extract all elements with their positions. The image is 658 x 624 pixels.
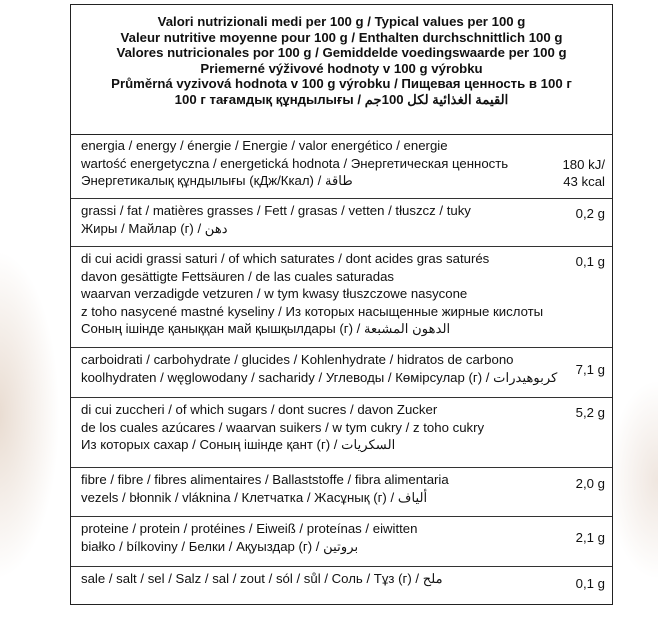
header-line: Průměrná vyzivová hodnota v 100 g výrobku / Пищевая ценность в 100 г	[111, 76, 572, 91]
nutrition-table	[70, 4, 613, 605]
row-value: 2,0 g	[575, 476, 605, 491]
row-label-line: koolhydraten / węglowodany / sacharidy / Углеводы / Көмірсулар (г) / كربوهيدرات	[81, 369, 558, 385]
header-line: Valeur nutritive moyenne pour 100 g / Enthalten durchschnittlich 100 g	[120, 29, 563, 45]
row-label-line: wartość energetyczna / energetická hodnota / Энергетическая ценность	[81, 155, 509, 171]
row-label-line: waarvan verzadigde vetzuren / w tym kwasy tłuszczowe nasycone	[81, 286, 468, 302]
energy-kj-value: 180 kJ/	[562, 157, 605, 172]
row-label-line: carboidrati / carbohydrate / glucides / Kohlenhydrate / hidratos de carbono	[81, 352, 514, 367]
table-row-salt	[71, 567, 612, 603]
table-row-fat	[71, 199, 612, 247]
row-label-line: Из которых сахар / Соның ішінде қант (г) / السكريات	[81, 437, 396, 453]
row-label-line: vezels / błonnik / vláknina / Клетчатка / Жасұнық (г) / ألياف	[81, 489, 428, 505]
header-line: Valori nutrizionali medi per 100 g / Typical values per 100 g	[157, 14, 526, 29]
background-stain	[608, 380, 658, 580]
row-label-line: Соның ішінде қаныққан май қышқылдары (г) / الدهون المشبعة	[81, 321, 451, 337]
energy-kcal-value: 43 kcal	[563, 174, 605, 189]
row-value: 0,2 g	[575, 206, 605, 221]
table-row-saturates	[71, 247, 612, 348]
table-row-sugars	[71, 398, 612, 468]
background-stain	[0, 250, 60, 580]
row-label-line: di cui acidi grassi saturi / of which saturates / dont acides gras saturés	[81, 251, 490, 266]
row-value: 5,2 g	[575, 405, 605, 420]
row-label-line: fibre / fibre / fibres alimentaires / Ballaststoffe / fibra alimentaria	[81, 472, 449, 487]
row-label-line: Энергетикалық құндылығы (кДж/Ккал) / طاقة	[81, 173, 353, 189]
row-label-line: de los cuales azúcares / waarvan suikers / w tym cukry / z toho cukry	[81, 419, 485, 435]
table-header	[71, 5, 612, 135]
row-label-line: di cui zuccheri / of which sugars / dont sucres / davon Zucker	[81, 402, 438, 417]
row-label-line: proteine / protein / protéines / Eiweiß / proteínas / eiwitten	[81, 521, 418, 536]
row-value: 0,1 g	[575, 576, 605, 591]
row-label-line: białko / bílkoviny / Белки / Ақуыздар (г) / بروتين	[81, 538, 359, 554]
row-label-line: z toho nasycené mastné kyseliny / Из которых насыщенные жирные кислоты	[81, 303, 544, 319]
row-value: 0,1 g	[575, 254, 605, 269]
table-row-energy	[71, 135, 612, 199]
table-row-protein	[71, 517, 612, 567]
row-value: 7,1 g	[575, 362, 605, 377]
table-row-fibre	[71, 468, 612, 517]
header-line: Priemerné výživové hodnoty v 100 g výrobku	[200, 60, 483, 76]
row-label-line: energia / energy / énergie / Energie / valor energético / energie	[81, 138, 448, 153]
row-value	[562, 156, 605, 190]
row-label-line: grassi / fat / matières grasses / Fett / grasas / vetten / tłuszcz / tuky	[81, 203, 471, 218]
table-row-carbohydrate	[71, 348, 612, 398]
row-label-line: Жиры / Майлар (г) / دهن	[81, 220, 228, 236]
row-value: 2,1 g	[575, 530, 605, 545]
row-label-line: sale / salt / sel / Salz / sal / zout / sól / sůl / Соль / Тұз (г) / ملح	[81, 571, 443, 586]
row-label-line: davon gesättigte Fettsäuren / de las cuales saturadas	[81, 268, 395, 284]
header-line: 100 г тағамдық құндылығы / القيمة الغذائية لكل 100جم	[174, 91, 509, 107]
header-line: Valores nutricionales por 100 g / Gemiddelde voedingswaarde per 100 g	[116, 45, 567, 60]
